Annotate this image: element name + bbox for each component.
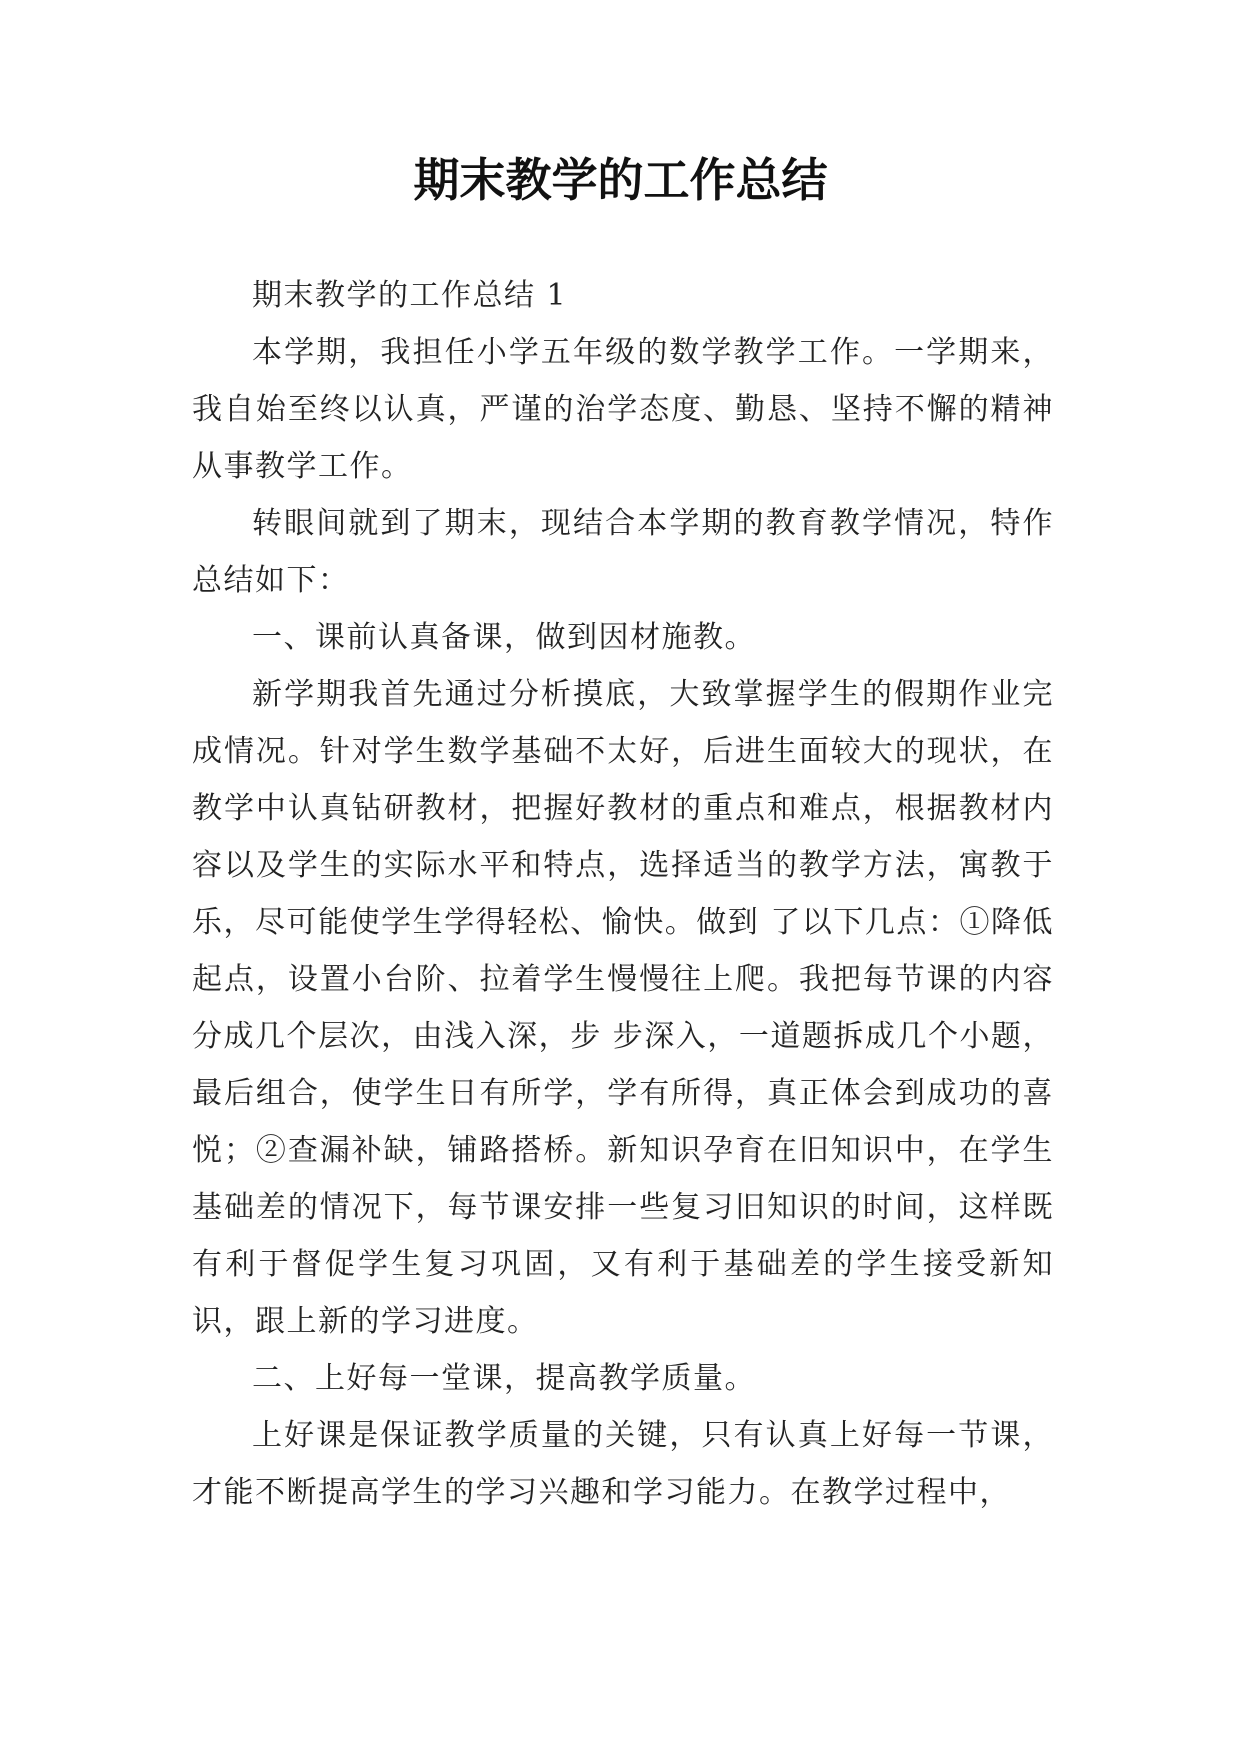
section-heading-1: 期末教学的工作总结 1 [252, 278, 568, 313]
paragraph-teaching: 上好课是保证教学质量的关键，只有认真上好每一节课，才能不断提高学生的学习兴趣和学习能力。在教学过程中， [192, 1418, 1054, 1510]
section-heading-preparation: 一、课前认真备课，做到因材施教。 [252, 620, 756, 655]
document-body [192, 267, 1054, 1521]
paragraph-preparation: 新学期我首先通过分析摸底，大致掌握学生的假期作业完成情况。针对学生数学基础不太好，后进生面较大的现状，在教学中认真钻研教材，把握好教材的重点和难点，根据教材内容以及学生的实际水平和特点，选择适当的教学方法，寓教于乐，尽可能使学生学得轻松、愉快。做到 了以下几点：①降低起点，设置小台阶、拉着学生慢慢往上爬。我把每节课的内容分成几个层次，由浅入深，步 步深入，一道题拆成几个小题，最后组合，使学生日有所学，学有所得，真正体会到成功的喜悦；②查漏补缺，铺路搭桥。新知识孕育在旧知识中，在学生基础差的情况下，每节课安排一些复习旧知识的时间，这样既有利于督促学生复习巩固，又有利于基础差的学生接受新知识，跟上新的学习进度。 [192, 677, 1054, 1339]
paragraph-summary-lead: 转眼间就到了期末，现结合本学期的教育教学情况，特作总结如下： [192, 506, 1054, 598]
paragraph-intro: 本学期，我担任小学五年级的数学教学工作。一学期来，我自始至终以认真，严谨的治学态度、勤恳、坚持不懈的精神从事教学工作。 [192, 335, 1054, 484]
section-heading-teaching: 二、上好每一堂课，提高教学质量。 [252, 1361, 756, 1396]
document-title: 期末教学的工作总结 [413, 153, 828, 207]
